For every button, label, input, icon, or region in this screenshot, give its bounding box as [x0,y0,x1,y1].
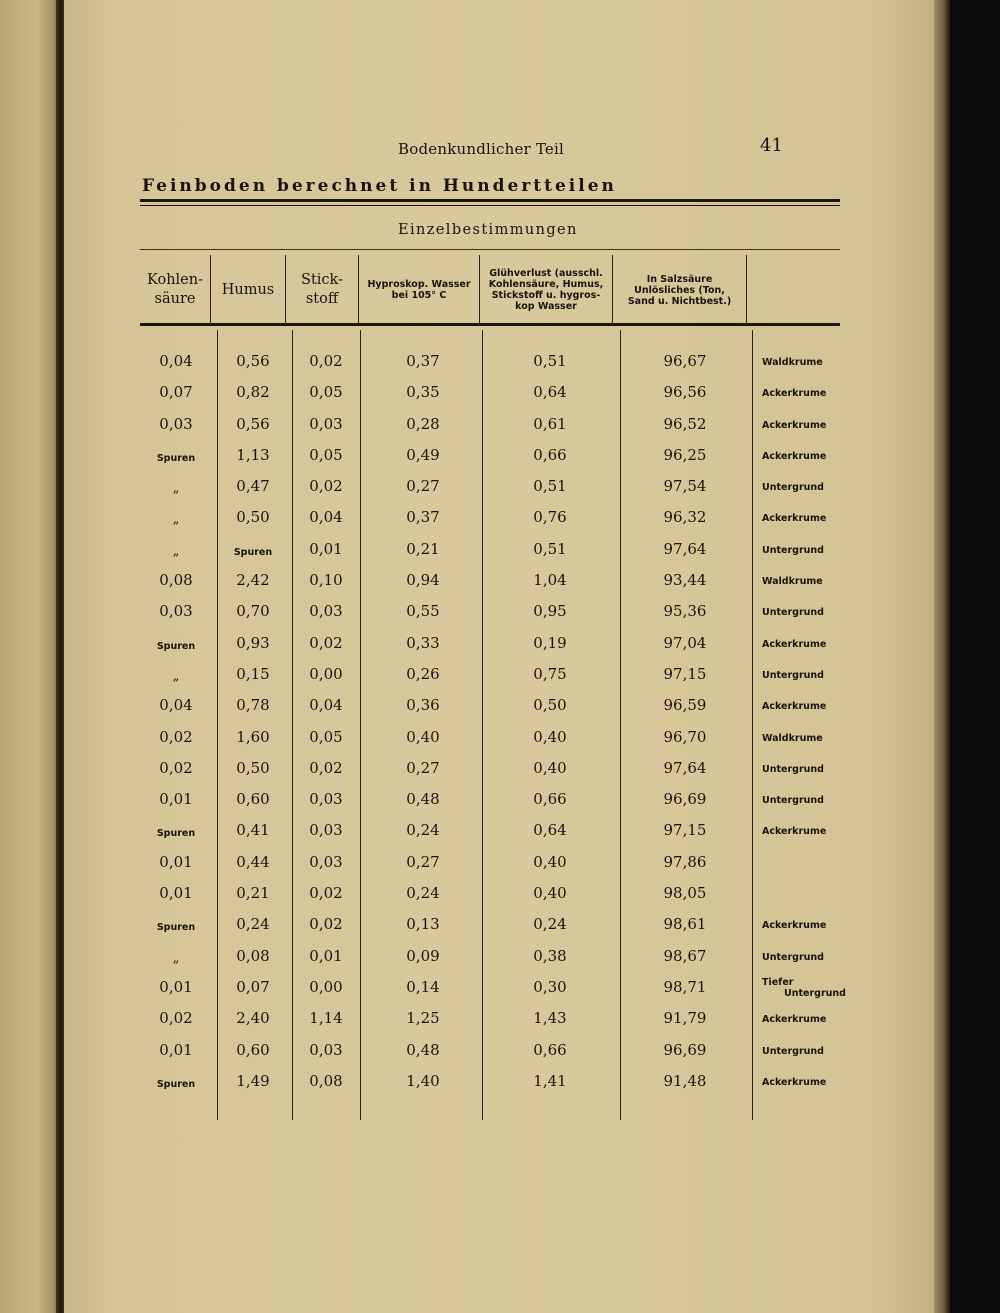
cell-gluehverlust: 1,04 [533,571,567,590]
table-row [0,442,1000,473]
cell-stickstoff: 0,02 [309,884,343,903]
cell-wasser: 0,27 [406,852,440,871]
cell-stickstoff: 0,05 [309,727,343,746]
cell-kohlensaeure: 0,01 [159,852,193,871]
cell-unloesliches: 97,54 [663,477,707,496]
cell-gluehverlust: 0,40 [533,727,567,746]
cell-wasser: 0,27 [406,758,440,777]
cell-gluehverlust: 0,30 [533,977,567,996]
column-header-unloesliches: In Salzsäure Unlösliches (Ton, Sand u. Nichtbest.) [627,273,732,307]
cell-gluehverlust: 1,43 [533,1009,567,1028]
cell-kohlensaeure: 0,03 [159,414,193,433]
cell-unloesliches: 96,70 [663,727,707,746]
cell-humus: 2,42 [236,571,270,590]
cell-wasser: 1,40 [406,1071,440,1090]
running-head: Bodenkundlicher Teil [398,140,564,158]
cell-humus: 1,60 [236,727,270,746]
cell-gluehverlust: 0,51 [533,539,567,558]
table-title: Feinboden berechnet in Hundertteilen [142,176,617,196]
cell-unloesliches: 97,15 [663,664,707,683]
cell-bemerkung: Ackerkrume [762,419,827,431]
cell-bemerkung: Untergrund [762,763,824,775]
cell-kohlensaeure: 0,01 [159,977,193,996]
cell-unloesliches: 97,64 [663,539,707,558]
cell-wasser: 0,33 [406,633,440,652]
cell-gluehverlust: 0,95 [533,602,567,621]
cell-unloesliches: 97,15 [663,821,707,840]
cell-humus: Spuren [233,546,273,558]
table-row [0,786,1000,817]
cell-bemerkung: Ackerkrume [762,920,827,932]
cell-humus: 0,60 [236,790,270,809]
cell-bemerkung [762,977,862,999]
table-row [0,411,1000,442]
cell-unloesliches: 98,71 [663,977,707,996]
cell-unloesliches: 97,86 [663,852,707,871]
cell-humus: 0,41 [236,821,270,840]
cell-humus: 0,07 [236,977,270,996]
cell-unloesliches: 96,32 [663,508,707,527]
cell-gluehverlust: 0,50 [533,696,567,715]
table-row [0,536,1000,567]
cell-kohlensaeure: 0,02 [159,758,193,777]
cell-stickstoff: 0,03 [309,1040,343,1059]
cell-humus: 0,15 [236,664,270,683]
cell-bemerkung: Ackerkrume [762,1014,827,1026]
cell-stickstoff: 0,05 [309,445,343,464]
cell-unloesliches: 96,56 [663,383,707,402]
table-row [0,849,1000,880]
cell-kohlensaeure: 0,03 [159,602,193,621]
cell-stickstoff: 0,02 [309,915,343,934]
cell-bemerkung: Ackerkrume [762,701,827,713]
cell-wasser: 0,40 [406,727,440,746]
cell-wasser: 0,21 [406,539,440,558]
cell-kohlensaeure: 0,02 [159,1009,193,1028]
table-row [0,504,1000,535]
header-divider [612,255,613,325]
cell-kohlensaeure: „ [172,668,180,684]
cell-kohlensaeure: Spuren [156,640,196,652]
cell-stickstoff: 0,04 [309,696,343,715]
header-divider [285,255,286,325]
cell-unloesliches: 96,52 [663,414,707,433]
cell-bemerkung: Untergrund [762,669,824,681]
cell-stickstoff: 1,14 [309,1009,343,1028]
cell-stickstoff: 0,04 [309,508,343,527]
header-divider [746,255,747,325]
table-row [0,1068,1000,1099]
cell-kohlensaeure: 0,01 [159,790,193,809]
cell-unloesliches: 96,69 [663,1040,707,1059]
cell-gluehverlust: 0,66 [533,445,567,464]
cell-unloesliches: 93,44 [663,571,707,590]
header-divider [210,255,211,325]
cell-bemerkung: Ackerkrume [762,450,827,462]
cell-humus: 0,82 [236,383,270,402]
cell-gluehverlust: 0,64 [533,383,567,402]
cell-bemerkung: Ackerkrume [762,638,827,650]
cell-stickstoff: 0,01 [309,946,343,965]
cell-kohlensaeure: 0,02 [159,727,193,746]
cell-unloesliches: 91,79 [663,1009,707,1028]
cell-unloesliches: 97,64 [663,758,707,777]
cell-unloesliches: 98,61 [663,915,707,934]
cell-stickstoff: 0,00 [309,977,343,996]
cell-stickstoff: 0,03 [309,821,343,840]
cell-stickstoff: 0,10 [309,571,343,590]
cell-kohlensaeure: Spuren [156,1078,196,1090]
cell-kohlensaeure: „ [172,543,180,559]
cell-wasser: 0,49 [406,445,440,464]
cell-stickstoff: 0,08 [309,1071,343,1090]
cell-humus: 0,60 [236,1040,270,1059]
cell-bemerkung: Waldkrume [762,576,823,588]
cell-wasser: 0,13 [406,915,440,934]
subtitle-rule [140,249,840,250]
cell-kohlensaeure: 0,07 [159,383,193,402]
column-header-stickstoff: Stick- stoff [301,272,343,307]
header-divider [479,255,480,325]
table-row [0,567,1000,598]
cell-gluehverlust: 0,66 [533,790,567,809]
cell-humus: 0,24 [236,915,270,934]
cell-gluehverlust: 0,40 [533,758,567,777]
cell-humus: 0,56 [236,414,270,433]
table-row [0,348,1000,379]
cell-humus: 1,49 [236,1071,270,1090]
cell-kohlensaeure: „ [172,950,180,966]
cell-bemerkung: Untergrund [762,482,824,494]
cell-gluehverlust: 0,66 [533,1040,567,1059]
cell-gluehverlust: 0,40 [533,852,567,871]
table-row [0,724,1000,755]
table-row [0,880,1000,911]
cell-humus: 2,40 [236,1009,270,1028]
cell-kohlensaeure: Spuren [156,828,196,840]
cell-unloesliches: 98,05 [663,884,707,903]
cell-humus: 0,47 [236,477,270,496]
cell-wasser: 0,94 [406,571,440,590]
cell-unloesliches: 97,04 [663,633,707,652]
table-row [0,1037,1000,1068]
cell-unloesliches: 98,67 [663,946,707,965]
cell-kohlensaeure: Spuren [156,452,196,464]
cell-stickstoff: 0,03 [309,414,343,433]
column-header-kohlensaeure: Kohlen- säure [147,272,203,307]
cell-stickstoff: 0,00 [309,664,343,683]
cell-wasser: 0,27 [406,477,440,496]
cell-humus: 0,50 [236,758,270,777]
table-row [0,379,1000,410]
cell-wasser: 0,37 [406,352,440,370]
cell-stickstoff: 0,03 [309,602,343,621]
cell-gluehverlust: 0,19 [533,633,567,652]
cell-wasser: 0,48 [406,790,440,809]
cell-gluehverlust: 0,76 [533,508,567,527]
cell-humus: 0,93 [236,633,270,652]
cell-wasser: 0,26 [406,664,440,683]
table-row [0,974,1000,1005]
cell-gluehverlust: 0,40 [533,884,567,903]
table-row [0,1005,1000,1036]
cell-bemerkung: Ackerkrume [762,388,827,400]
table-row [0,817,1000,848]
cell-gluehverlust: 0,75 [533,664,567,683]
cell-stickstoff: 0,01 [309,539,343,558]
table-row [0,943,1000,974]
cell-humus: 0,44 [236,852,270,871]
cell-unloesliches: 96,69 [663,790,707,809]
cell-humus: 0,21 [236,884,270,903]
cell-humus: 0,78 [236,696,270,715]
cell-stickstoff: 0,02 [309,352,343,370]
cell-bemerkung: Waldkrume [762,732,823,744]
table-row [0,661,1000,692]
cell-stickstoff: 0,02 [309,477,343,496]
cell-wasser: 0,28 [406,414,440,433]
title-rule-thick [140,199,840,202]
cell-humus: 0,50 [236,508,270,527]
cell-bemerkung: Ackerkrume [762,513,827,525]
cell-kohlensaeure: 0,04 [159,696,193,715]
cell-bemerkung: Ackerkrume [762,826,827,838]
cell-wasser: 0,35 [406,383,440,402]
cell-unloesliches: 91,48 [663,1071,707,1090]
cell-humus: 0,56 [236,352,270,370]
cell-gluehverlust: 0,24 [533,915,567,934]
cell-bemerkung: Untergrund [762,607,824,619]
column-header-gluehverlust: Glühverlust (ausschl. Kohlensäure, Humus, Stickstoff u. hygros- kop Wasser [488,268,604,312]
cell-wasser: 0,36 [406,696,440,715]
cell-bemerkung: Untergrund [762,795,824,807]
column-header-humus: Humus [221,281,275,298]
table-row [0,598,1000,629]
cell-wasser: 0,48 [406,1040,440,1059]
page-number: 41 [760,135,783,156]
cell-stickstoff: 0,03 [309,852,343,871]
cell-kohlensaeure: 0,08 [159,571,193,590]
cell-bemerkung: Waldkrume [762,357,823,368]
cell-humus: 1,13 [236,445,270,464]
cell-kohlensaeure: 0,01 [159,884,193,903]
cell-gluehverlust: 1,41 [533,1071,567,1090]
cell-wasser: 0,09 [406,946,440,965]
cell-gluehverlust: 0,64 [533,821,567,840]
cell-stickstoff: 0,02 [309,758,343,777]
cell-kohlensaeure: „ [172,481,180,497]
table-row [0,755,1000,786]
cell-wasser: 0,14 [406,977,440,996]
cell-unloesliches: 96,25 [663,445,707,464]
cell-gluehverlust: 0,51 [533,352,567,370]
note-line: Tiefer [762,976,794,988]
cell-gluehverlust: 0,61 [533,414,567,433]
cell-humus: 0,70 [236,602,270,621]
table-row [0,630,1000,661]
cell-wasser: 1,25 [406,1009,440,1028]
data-table-body [0,348,1000,1099]
cell-bemerkung: Untergrund [762,951,824,963]
cell-stickstoff: 0,02 [309,633,343,652]
note-line: Untergrund [784,987,846,999]
cell-wasser: 0,24 [406,821,440,840]
cell-kohlensaeure: „ [172,512,180,528]
table-row [0,911,1000,942]
table-row [0,692,1000,723]
cell-wasser: 0,24 [406,884,440,903]
cell-bemerkung: Untergrund [762,544,824,556]
cell-bemerkung: Ackerkrume [762,1076,827,1088]
cell-kohlensaeure: Spuren [156,922,196,934]
cell-gluehverlust: 0,38 [533,946,567,965]
cell-unloesliches: 96,67 [663,352,707,370]
header-divider [358,255,359,325]
cell-kohlensaeure: 0,01 [159,1040,193,1059]
table-row [0,473,1000,504]
cell-wasser: 0,55 [406,602,440,621]
cell-unloesliches: 96,59 [663,696,707,715]
cell-humus: 0,08 [236,946,270,965]
cell-gluehverlust: 0,51 [533,477,567,496]
cell-bemerkung: Untergrund [762,1045,824,1057]
column-header-wasser: Hyproskop. Wasser bei 105° C [367,279,471,301]
cell-stickstoff: 0,03 [309,790,343,809]
cell-unloesliches: 95,36 [663,602,707,621]
cell-wasser: 0,37 [406,508,440,527]
title-rule-thin [140,205,840,206]
cell-stickstoff: 0,05 [309,383,343,402]
table-subtitle: Einzelbestimmungen [398,222,578,238]
cell-kohlensaeure: 0,04 [159,352,193,370]
